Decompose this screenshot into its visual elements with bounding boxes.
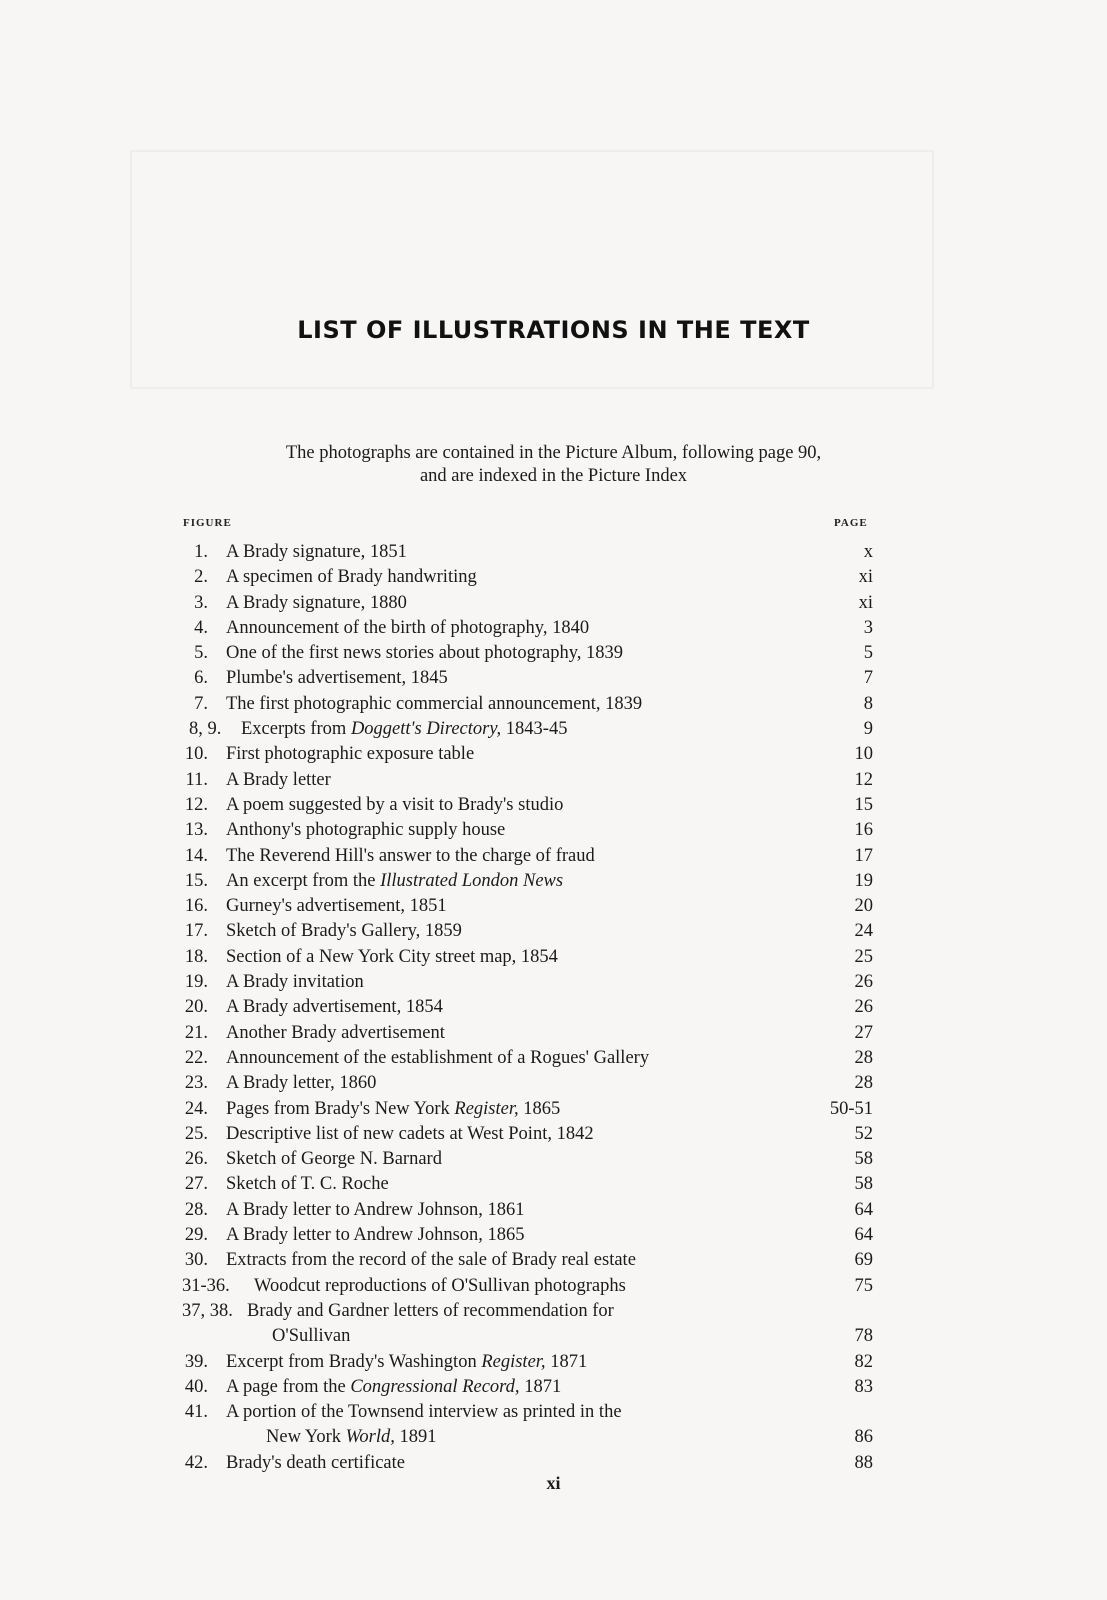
figure-description: Brady and Gardner letters of recommendation for xyxy=(247,1300,614,1321)
figure-description: Sketch of Brady's Gallery, 1859 xyxy=(226,921,462,942)
figure-number: 16. xyxy=(184,896,208,917)
figure-description: First photographic exposure table xyxy=(226,744,475,765)
description-text: A page from the xyxy=(226,1376,351,1397)
figure-description: Brady's death certificate xyxy=(226,1452,405,1473)
figure-page-number: 26 xyxy=(854,972,873,993)
figure-number: 37, 38. xyxy=(182,1300,233,1321)
description-text: Excerpts from xyxy=(241,719,351,740)
figure-description: Sketch of George N. Barnard xyxy=(226,1149,442,1170)
description-text: New York xyxy=(266,1427,346,1448)
figure-description: A specimen of Brady handwriting xyxy=(226,567,477,588)
intro-line-1: The photographs are contained in the Picture Album, following page 90, xyxy=(285,443,822,463)
figure-entry xyxy=(0,616,1107,641)
description-italic-title: Doggett's Directory, xyxy=(350,719,502,740)
figure-entry xyxy=(0,1021,1107,1046)
figure-page-number: 7 xyxy=(863,668,873,689)
figure-number: 24. xyxy=(184,1098,208,1119)
description-text: 1871 xyxy=(519,1376,562,1397)
figure-entry xyxy=(0,1350,1107,1375)
description-italic-title: Illustrated London News xyxy=(380,870,564,891)
description-text: 1843-45 xyxy=(501,719,568,740)
figure-page-number: 27 xyxy=(854,1022,873,1043)
figure-entry xyxy=(0,818,1107,843)
description-text: 1865 xyxy=(518,1098,561,1119)
figure-description: Extracts from the record of the sale of Brady real estate xyxy=(226,1250,636,1271)
figure-entry xyxy=(0,692,1107,717)
figure-page-number: 9 xyxy=(863,719,873,740)
figure-entry xyxy=(0,666,1107,691)
page-title: LIST OF ILLUSTRATIONS IN THE TEXT xyxy=(297,316,810,344)
figure-entry xyxy=(0,1046,1107,1071)
figure-description: Announcement of the birth of photography, 1840 xyxy=(226,617,590,638)
figure-description: A Brady advertisement, 1854 xyxy=(226,997,443,1018)
figure-description: Gurney's advertisement, 1851 xyxy=(226,896,447,917)
figure-number: 29. xyxy=(184,1225,208,1246)
figure-number: 6. xyxy=(194,668,208,689)
figure-number: 30. xyxy=(184,1250,208,1271)
figure-description: A Brady signature, 1851 xyxy=(226,542,407,562)
figure-page-number: 83 xyxy=(854,1376,873,1397)
figure-number: 23. xyxy=(184,1073,208,1094)
figure-description: A Brady letter, 1860 xyxy=(226,1073,377,1094)
figure-entry xyxy=(0,894,1107,919)
figure-description: The Reverend Hill's answer to the charge of fraud xyxy=(226,845,595,866)
figure-entry xyxy=(0,768,1107,793)
figure-description: A Brady letter to Andrew Johnson, 1861 xyxy=(226,1199,525,1220)
figure-entry xyxy=(0,793,1107,818)
figure-description: Plumbe's advertisement, 1845 xyxy=(226,668,448,689)
figure-description xyxy=(226,1350,587,1375)
figure-entry xyxy=(0,1223,1107,1248)
figure-entry xyxy=(0,641,1107,666)
figure-number: 12. xyxy=(184,794,208,815)
figure-number: 15. xyxy=(184,870,208,891)
figure-entry xyxy=(0,1198,1107,1223)
figure-description: One of the first news stories about photography, 1839 xyxy=(226,643,623,664)
figure-description: Announcement of the establishment of a Rogues' Gallery xyxy=(226,1047,650,1068)
figure-description: Woodcut reproductions of O'Sullivan photographs xyxy=(254,1275,626,1296)
figure-description xyxy=(226,869,563,894)
figure-page-number: 28 xyxy=(854,1073,873,1094)
figure-page-number: 58 xyxy=(854,1174,873,1195)
figure-number: 26. xyxy=(184,1149,208,1170)
figure-entry xyxy=(0,1172,1107,1197)
figure-entry xyxy=(0,869,1107,894)
figure-page-number: 64 xyxy=(854,1199,873,1220)
figure-description: A Brady invitation xyxy=(226,972,364,993)
figure-page-number: 69 xyxy=(854,1250,873,1271)
intro-line-2: and are indexed in the Picture Index xyxy=(419,466,688,486)
figure-number: 39. xyxy=(184,1351,208,1372)
figure-page-number: 17 xyxy=(854,845,873,866)
figure-description xyxy=(241,717,567,742)
figure-page-number: 75 xyxy=(854,1275,873,1296)
figure-number: 42. xyxy=(184,1452,208,1473)
figure-description xyxy=(226,1375,561,1400)
figure-page-number: 12 xyxy=(854,769,873,790)
figure-entry xyxy=(0,919,1107,944)
figure-number: 31-36. xyxy=(182,1275,230,1296)
figure-description: A portion of the Townsend interview as printed in the xyxy=(226,1402,622,1423)
figure-number: 8, 9. xyxy=(189,719,222,740)
figure-page-number: 25 xyxy=(854,946,873,967)
figure-number: 3. xyxy=(194,592,208,613)
figure-entry xyxy=(0,1071,1107,1096)
figure-number: 10. xyxy=(184,744,208,765)
figure-description: The first photographic commercial announcement, 1839 xyxy=(226,693,643,714)
figure-description: A Brady letter to Andrew Johnson, 1865 xyxy=(226,1225,525,1246)
figure-page-number: 78 xyxy=(854,1326,873,1347)
figure-entry xyxy=(0,844,1107,869)
figure-entry xyxy=(0,1248,1107,1273)
figure-number: 14. xyxy=(184,845,208,866)
figure-entry xyxy=(0,1274,1107,1299)
figure-entry xyxy=(0,540,1107,565)
figure-number: 27. xyxy=(184,1174,208,1195)
page-number: xi xyxy=(546,1473,561,1493)
figure-entry xyxy=(0,1122,1107,1147)
figure-page-number: 64 xyxy=(854,1225,873,1246)
figure-entry xyxy=(0,591,1107,616)
figure-number: 4. xyxy=(194,617,208,638)
figure-number: 40. xyxy=(184,1376,208,1397)
figure-entry xyxy=(0,1375,1107,1400)
figure-page-number: 50-51 xyxy=(829,1098,873,1119)
figure-entry xyxy=(0,970,1107,995)
figure-description-continued: O'Sullivan xyxy=(272,1326,351,1347)
figure-number: 28. xyxy=(184,1199,208,1220)
figure-page-number: 3 xyxy=(863,617,873,638)
figure-page-number: 88 xyxy=(854,1452,873,1473)
figure-entry xyxy=(0,1400,1107,1451)
figure-number: 7. xyxy=(194,693,208,714)
figure-entry xyxy=(0,1299,1107,1350)
figure-number: 41. xyxy=(184,1402,208,1423)
figure-number: 21. xyxy=(184,1022,208,1043)
description-text: 1871 xyxy=(545,1351,588,1372)
figure-page-number: 10 xyxy=(854,744,873,765)
figure-description: A Brady letter xyxy=(226,769,331,790)
figure-list xyxy=(0,540,1107,1476)
description-italic-title: Congressional Record, xyxy=(350,1376,520,1397)
figure-page-number: 58 xyxy=(854,1149,873,1170)
figure-page-number: 19 xyxy=(854,870,873,891)
figure-description xyxy=(226,1097,560,1122)
intro-note xyxy=(0,442,1107,488)
figure-page-number: xi xyxy=(858,567,873,588)
figure-page-number: 5 xyxy=(863,643,873,664)
faint-show-through-frame xyxy=(130,150,934,389)
figure-entry xyxy=(0,565,1107,590)
figure-description: Section of a New York City street map, 1854 xyxy=(226,946,558,967)
figure-entry xyxy=(0,995,1107,1020)
figure-page-number: 28 xyxy=(854,1047,873,1068)
figure-page-number: 82 xyxy=(854,1351,873,1372)
figure-number: 1. xyxy=(194,542,208,562)
description-text: Excerpt from Brady's Washington xyxy=(226,1351,482,1372)
description-text: 1891 xyxy=(394,1427,437,1448)
description-italic-title: Register, xyxy=(454,1098,519,1119)
figure-page-number: 86 xyxy=(854,1427,873,1448)
page-column-header: PAGE xyxy=(834,517,868,529)
description-text: An excerpt from the xyxy=(226,870,381,891)
figure-number: 13. xyxy=(184,820,208,841)
figure-number: 19. xyxy=(184,972,208,993)
figure-page-number: 52 xyxy=(854,1123,873,1144)
figure-page-number: xi xyxy=(858,592,873,613)
figure-description: Anthony's photographic supply house xyxy=(226,820,506,841)
description-text: Pages from Brady's New York xyxy=(226,1098,455,1119)
description-italic-title: World, xyxy=(345,1427,395,1448)
figure-description: Another Brady advertisement xyxy=(226,1022,445,1043)
figure-entry xyxy=(0,945,1107,970)
figure-page-number: x xyxy=(863,542,873,562)
figure-entry xyxy=(0,742,1107,767)
figure-page-number: 20 xyxy=(854,896,873,917)
figure-number: 5. xyxy=(194,643,208,664)
figure-page-number: 15 xyxy=(854,794,873,815)
figure-page-number: 24 xyxy=(854,921,873,942)
figure-number: 18. xyxy=(184,946,208,967)
figure-column-header: FIGURE xyxy=(183,517,232,529)
figure-number: 2. xyxy=(194,567,208,588)
figure-page-number: 26 xyxy=(854,997,873,1018)
figure-number: 25. xyxy=(184,1123,208,1144)
figure-number: 11. xyxy=(185,769,208,790)
figure-page-number: 8 xyxy=(863,693,873,714)
figure-description: A Brady signature, 1880 xyxy=(226,592,407,613)
figure-description: A poem suggested by a visit to Brady's studio xyxy=(226,794,564,815)
figure-entry xyxy=(0,1097,1107,1122)
figure-number: 17. xyxy=(184,921,208,942)
figure-description: Descriptive list of new cadets at West Point, 1842 xyxy=(226,1123,594,1144)
figure-description: Sketch of T. C. Roche xyxy=(226,1174,389,1195)
figure-entry xyxy=(0,717,1107,742)
figure-description-continued xyxy=(266,1425,436,1450)
figure-entry xyxy=(0,1147,1107,1172)
description-italic-title: Register, xyxy=(481,1351,546,1372)
figure-number: 20. xyxy=(184,997,208,1018)
figure-page-number: 16 xyxy=(854,820,873,841)
figure-number: 22. xyxy=(184,1047,208,1068)
